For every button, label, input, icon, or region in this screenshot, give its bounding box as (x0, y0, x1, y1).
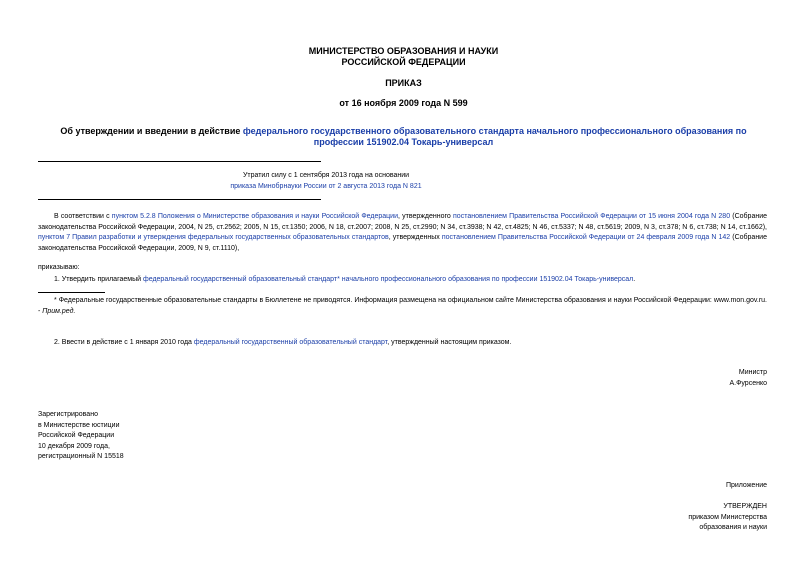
appendix-by1: приказом Министерства (688, 513, 767, 521)
registration-line5: регистрационный N 15518 (38, 453, 124, 460)
doc-date-number: от 16 ноября 2009 года N 599 (339, 98, 468, 108)
order-item-2 (54, 339, 767, 346)
doc-type: ПРИКАЗ (385, 78, 422, 88)
preamble-text-2: , утвержденного (398, 213, 454, 220)
item1-standard-link[interactable]: федеральный государственный образовательный стандарт* начального профессионального образования по профессии 151902.04 Токарь-универсал (142, 276, 634, 283)
preamble-text-5: (Собрание законодательства Российской Федерации, 2009, N 9, ст.1110), (38, 234, 767, 252)
appendix-label: Приложение (725, 482, 767, 489)
order-item-1 (54, 276, 767, 283)
document-title (60, 126, 747, 148)
registration-line3: Российской Федерации (38, 432, 115, 439)
preamble-link-3[interactable]: пунктом 7 Правил разработки и утверждения федеральных государственных образовательных стандартов (38, 234, 389, 241)
appendix-approval (688, 502, 767, 534)
signature-name: А.Фурсенко (729, 380, 767, 387)
signature-title: Министр (738, 369, 767, 376)
divider-bottom (38, 199, 321, 200)
order-word: приказываю: (38, 264, 80, 271)
footnote-divider (38, 292, 105, 293)
status-line1: Утратил силу с 1 сентября 2013 года на основании (242, 172, 410, 179)
divider-top (38, 161, 321, 162)
preamble-paragraph (38, 212, 767, 254)
footnote (38, 296, 767, 317)
ministry-line2: РОССИЙСКОЙ ФЕДЕРАЦИИ (341, 57, 466, 67)
preamble-link-1[interactable]: пунктом 5.2.8 Положения о Министерстве образования и науки Российской Федерации (111, 213, 398, 220)
registration-line2: в Министерстве юстиции (38, 421, 120, 429)
appendix-approved: УТВЕРЖДЕН (723, 503, 767, 510)
registration-line1: Зарегистрировано (38, 411, 98, 418)
item2-text-2: , утвержденный настоящим приказом. (387, 339, 512, 346)
appendix-by2: образования и науки (699, 524, 767, 531)
preamble-text-3: (Собрание законодательства Российской Федерации, 2004, N 25, ст.2562; 2005, N 15, ст.1350; 2006, N 18, ст.2007; 2008, N 25, ст.2990; N 34, ст.3938; N 42, ст.4825; N 46, ст.5337; N 48, ст.5619; 2009, N 3, ст.378; N 6, ст.738; N 14, ст.1662), (38, 213, 768, 231)
preamble-text-1: В соответствии с (54, 213, 112, 220)
registration-block (38, 410, 124, 463)
item2-text-1: 2. Ввести в действие с 1 января 2010 года (54, 339, 194, 346)
preamble-link-4[interactable]: постановлением Правительства Российской Федерации от 24 февраля 2009 года N 142 (441, 234, 731, 241)
ministry-line1: МИНИСТЕРСТВО ОБРАЗОВАНИЯ И НАУКИ (308, 46, 499, 56)
footnote-italic: Прим.ред. (42, 307, 76, 315)
preamble-text-4: , утвержденных (388, 234, 442, 241)
item2-standard-link[interactable]: федеральный государственный образовательный стандарт (193, 339, 388, 346)
footnote-text: * Федеральные государственные образовательные стандарты в Бюллетене не приводятся. Информация размещена на официальном сайте Министерства образования и науки Российской Федерации: www.mon.gov.ru. - (38, 297, 767, 315)
item1-text-1: 1. Утвердить прилагаемый (54, 276, 143, 283)
registration-line4: 10 декабря 2009 года, (38, 442, 110, 450)
status-block (38, 183, 614, 190)
item1-text-2: . (633, 276, 636, 283)
preamble-link-2[interactable]: постановлением Правительства Российской Федерации от 15 июня 2004 года N 280 (453, 213, 731, 220)
title-link[interactable]: федерального государственного образовательного стандарта начального профессионального образования по профессии 151902.04 Токарь-универсал (242, 126, 747, 147)
title-prefix: Об утверждении и введении в действие (60, 126, 243, 136)
status-link[interactable]: приказа Минобрнауки России от 2 августа 2013 года N 821 (230, 183, 422, 190)
